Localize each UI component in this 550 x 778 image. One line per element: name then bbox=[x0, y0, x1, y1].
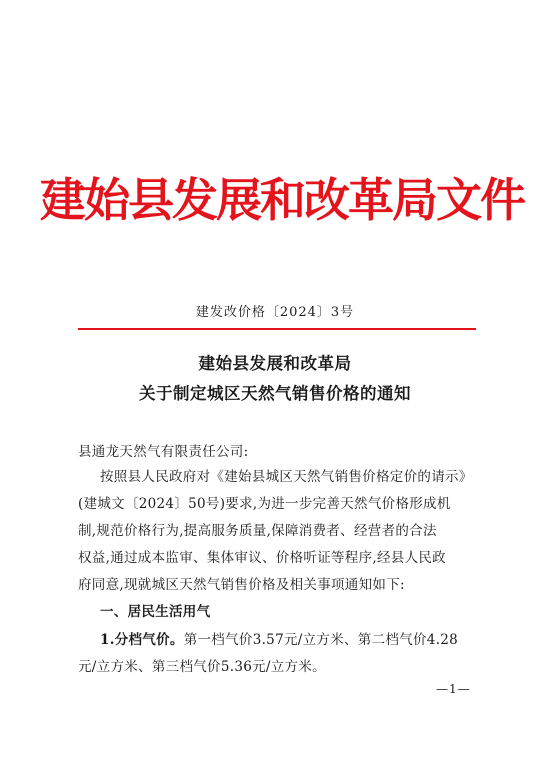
paragraph-line: 制,规范价格行为,提高服务质量,保障消费者、经营者的合法 bbox=[78, 523, 437, 539]
page-number: —1— bbox=[436, 682, 471, 696]
item-label: 1.分档气价。 bbox=[100, 632, 184, 648]
item-line bbox=[100, 628, 458, 648]
notice-title-line1: 建始县发展和改革局 bbox=[198, 354, 352, 373]
paragraph-line: 按照县人民政府对《建始县城区天然气销售价格定价的请示》 bbox=[100, 469, 473, 485]
paragraph-line: (建城文〔2024〕50号)要求,为进一步完善天然气价格形成机 bbox=[78, 496, 451, 512]
section-heading: 一、居民生活用气 bbox=[100, 604, 211, 620]
paragraph-line: 权益,通过成本监审、集体审议、价格听证等程序,经县人民政 bbox=[78, 550, 446, 566]
document-number: 建发改价格〔2024〕3号 bbox=[195, 305, 355, 320]
red-header-title: 建始县发展和改革局文件 bbox=[40, 173, 524, 227]
item-line: 元/立方米、第三档气价5.36元/立方米。 bbox=[78, 659, 326, 675]
notice-title-line2: 关于制定城区天然气销售价格的通知 bbox=[139, 384, 411, 403]
paragraph-line: 府同意,现就城区天然气销售价格及相关事项通知如下: bbox=[78, 577, 405, 593]
red-divider-line bbox=[78, 328, 476, 330]
item-text: 第一档气价3.57元/立方米、第二档气价4.28 bbox=[183, 632, 459, 648]
addressee: 县通龙天然气有限责任公司: bbox=[78, 444, 249, 460]
